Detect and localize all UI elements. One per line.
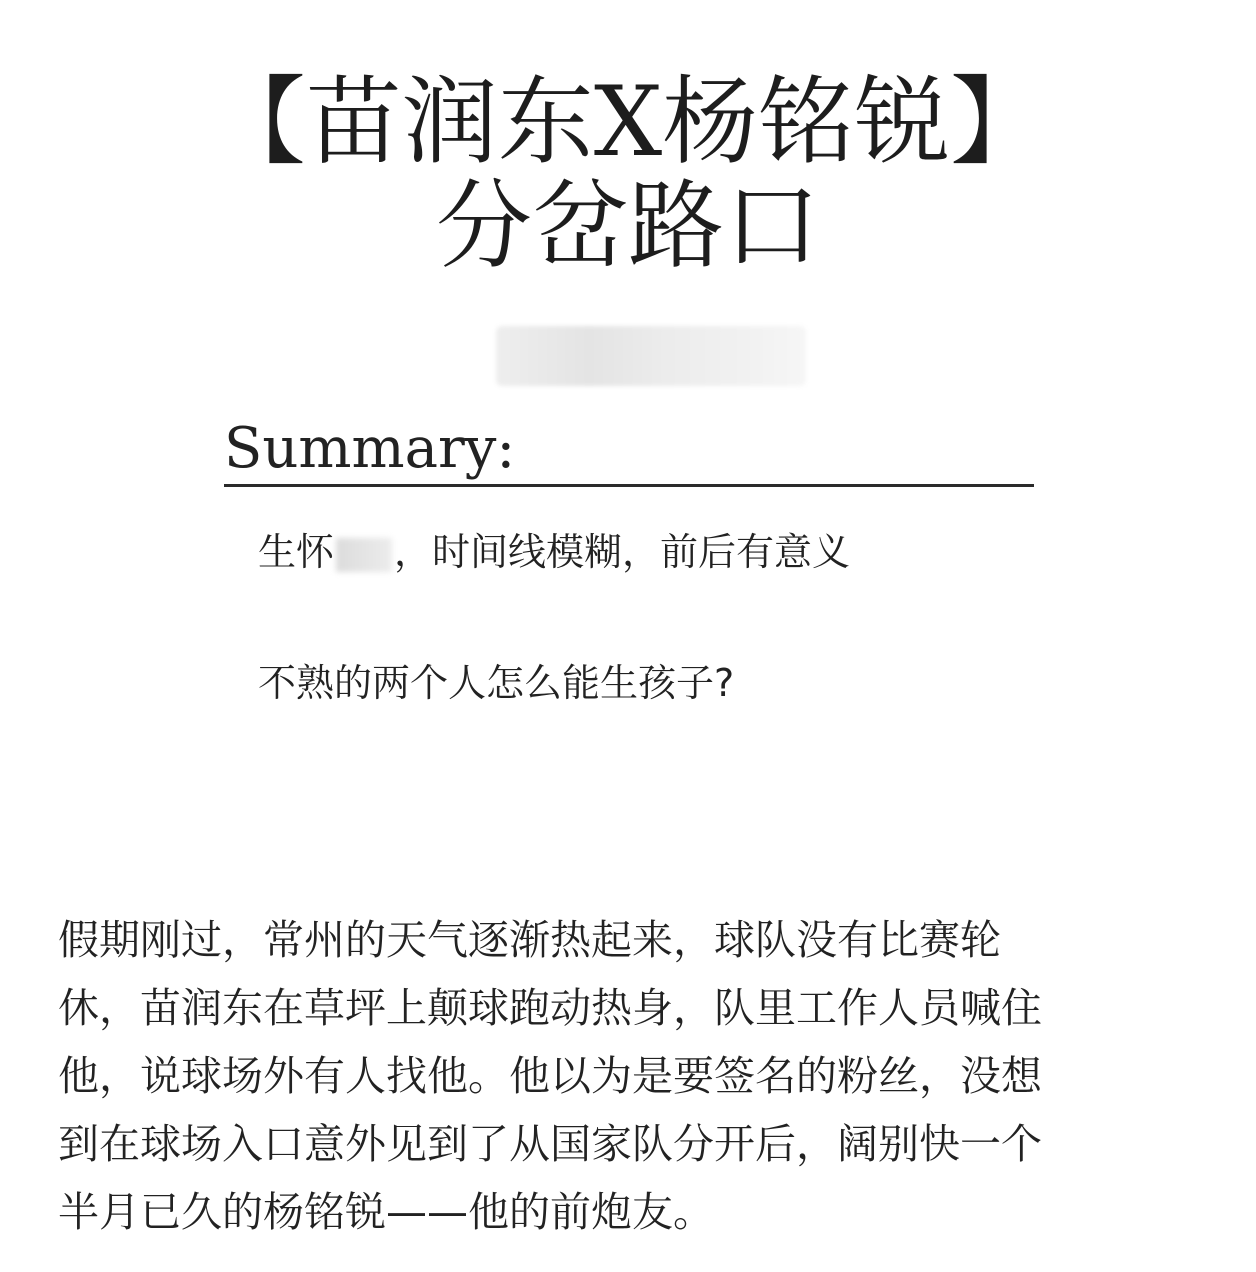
summary-line-2: 不熟的两个人怎么能生孩子? (258, 661, 735, 705)
body-line: 假期刚过，常州的天气逐渐热起来，球队没有比赛轮 (58, 916, 1001, 964)
title-line-2: 分岔路口 (436, 170, 820, 282)
summary-heading: Summary: (224, 414, 1034, 487)
story-body (58, 906, 1198, 1246)
story-title (0, 66, 1256, 282)
redacted-author-bar (496, 326, 806, 386)
summary-line-1 (258, 527, 850, 577)
title-line-1: 【苗润东X杨铭锐】 (209, 66, 1047, 178)
body-line: 半月已久的杨铭锐——他的前炮友。 (58, 1188, 714, 1236)
summary-line-1-start: 生怀 (258, 530, 335, 574)
summary-line-1-end: ，时间线模糊，前后有意义 (394, 530, 851, 574)
body-line: 到在球场入口意外见到了从国家队分开后，阔别快一个 (58, 1120, 1042, 1168)
body-line: 休，苗润东在草坪上颠球跑动热身，队里工作人员喊住 (58, 984, 1042, 1032)
redacted-word (336, 538, 392, 572)
body-line: 他，说球场外有人找他。他以为是要签名的粉丝，没想 (58, 1052, 1042, 1100)
